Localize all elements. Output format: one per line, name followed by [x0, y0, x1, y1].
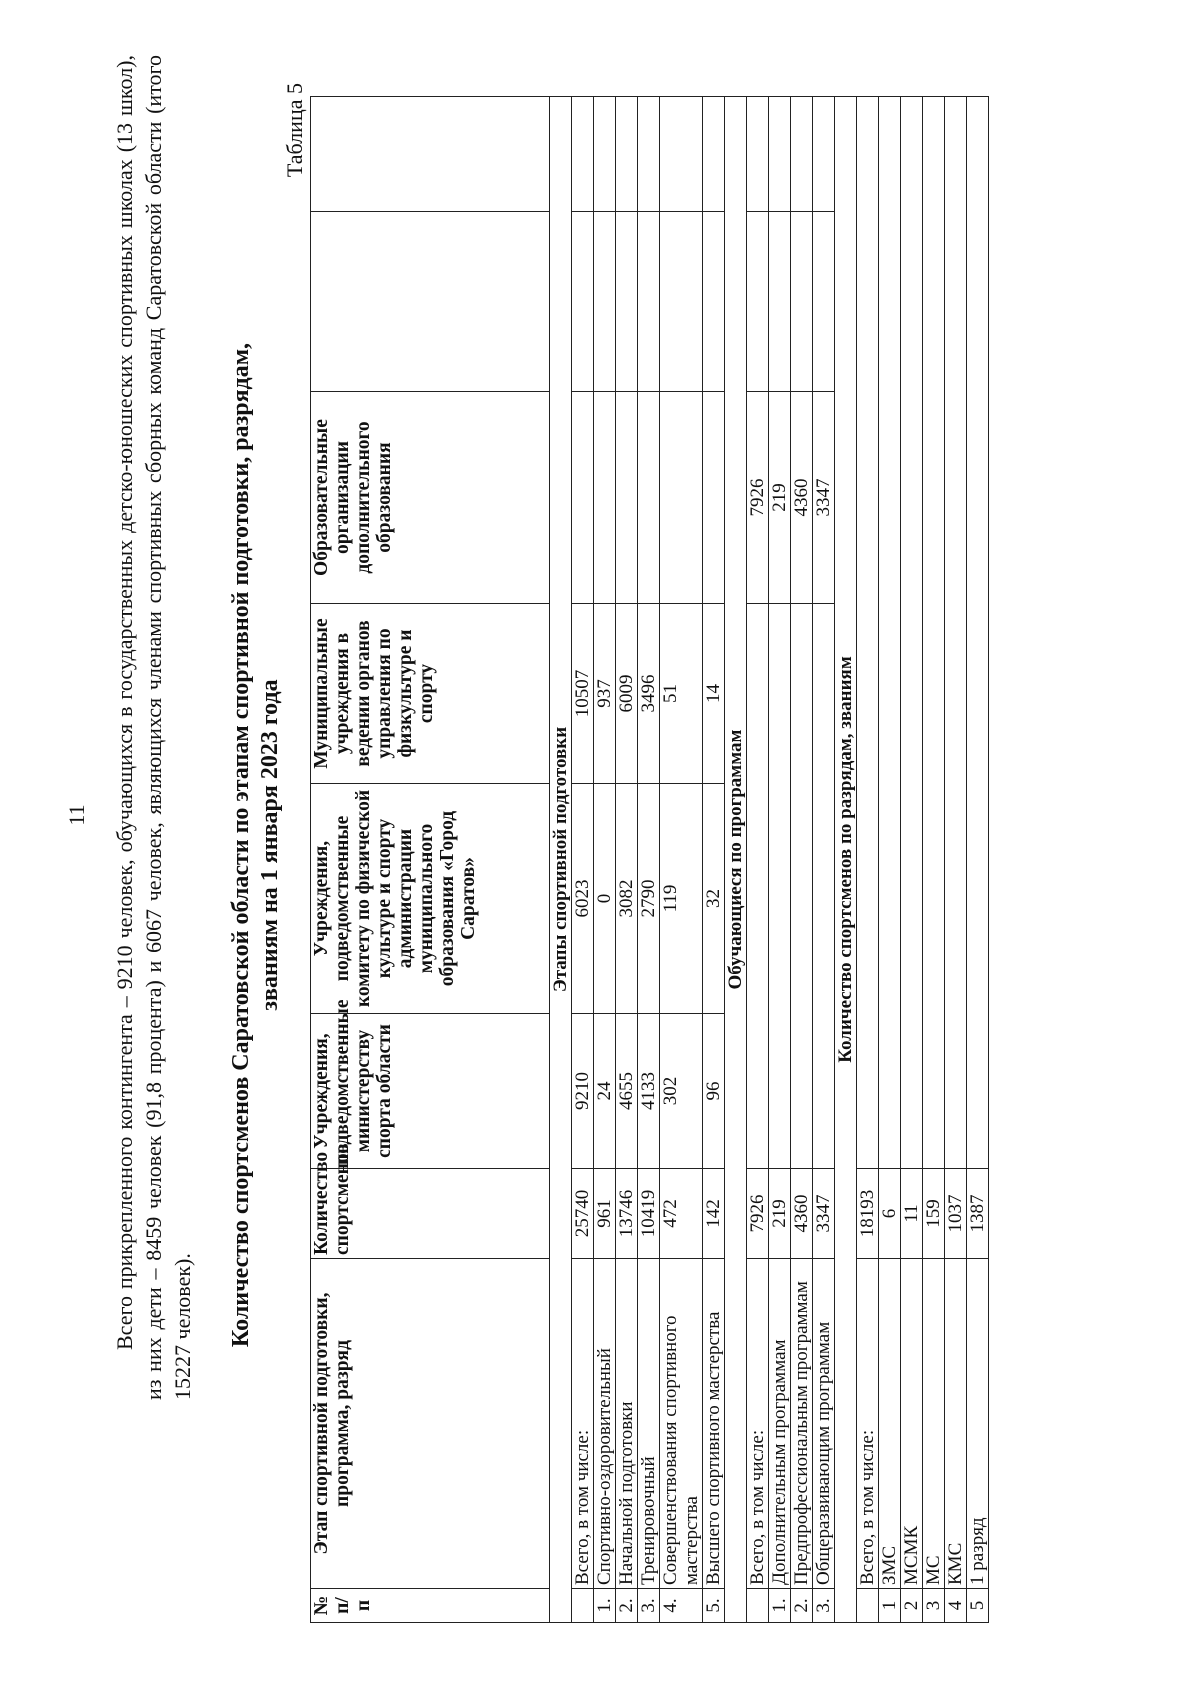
row-municipal: 937 [594, 604, 616, 784]
row-num: 2 [901, 1589, 923, 1623]
row-committee: 0 [594, 784, 616, 1014]
row-count: 18193 [857, 1169, 879, 1259]
table-row [791, 97, 813, 1623]
section-row [550, 97, 572, 1623]
row-num [857, 1589, 879, 1623]
row-name: Всего, в том числе: [572, 1259, 594, 1589]
row-name: Спортивно-оздоровительный [594, 1259, 616, 1589]
row-ministry: 302 [660, 1014, 703, 1169]
row-ministry: 24 [594, 1014, 616, 1169]
row-num: 1 [879, 1589, 901, 1623]
table-row [616, 97, 638, 1623]
merged-empty-cell [879, 97, 901, 1169]
rotated-page [52, 55, 1132, 1625]
empty-cell [616, 97, 638, 212]
page-number: 11 [64, 804, 89, 826]
table-row [747, 97, 769, 1623]
empty-cell [703, 212, 725, 392]
row-name: 1 разряд [967, 1259, 989, 1589]
empty-cell [769, 212, 791, 392]
row-num: 1. [594, 1589, 616, 1623]
row-count: 1387 [967, 1169, 989, 1259]
row-name: ЗМС [879, 1259, 901, 1589]
section-programs: Обучающиеся по программам [725, 97, 747, 1623]
table-row [703, 97, 725, 1623]
row-name: МСМК [901, 1259, 923, 1589]
row-education: 4360 [791, 392, 813, 604]
empty-cell [594, 212, 616, 392]
row-count: 11 [901, 1169, 923, 1259]
empty-cell [638, 212, 660, 392]
row-name: Дополнительным программам [769, 1259, 791, 1589]
row-count: 472 [660, 1169, 703, 1259]
empty-cell [747, 97, 769, 212]
merged-empty-cell [791, 604, 813, 1169]
table-row [945, 97, 967, 1623]
row-num: 3 [923, 1589, 945, 1623]
section-row [835, 97, 857, 1623]
row-num: 2. [791, 1589, 813, 1623]
athletes-table [310, 96, 989, 1623]
merged-empty-cell [769, 604, 791, 1169]
table-row [923, 97, 945, 1623]
merged-empty-cell [857, 97, 879, 1169]
row-education [638, 392, 660, 604]
row-ministry: 4655 [616, 1014, 638, 1169]
row-education [594, 392, 616, 604]
row-num: 2. [616, 1589, 638, 1623]
empty-cell [572, 97, 594, 212]
row-count: 961 [594, 1169, 616, 1259]
row-count: 219 [769, 1169, 791, 1259]
row-num: 5 [967, 1589, 989, 1623]
table-label: Таблица 5 [282, 83, 307, 178]
section-row [725, 97, 747, 1623]
row-count: 142 [703, 1169, 725, 1259]
row-num: 4 [945, 1589, 967, 1623]
empty-cell [813, 212, 835, 392]
col-stage-header: Этап спортивной подготовки, программа, разряд [311, 1259, 550, 1589]
row-num: 3. [638, 1589, 660, 1623]
empty-cell [638, 97, 660, 212]
row-municipal: 14 [703, 604, 725, 784]
row-count: 3347 [813, 1169, 835, 1259]
merged-empty-cell [967, 97, 989, 1169]
row-ministry: 96 [703, 1014, 725, 1169]
merged-empty-cell [923, 97, 945, 1169]
empty-cell [791, 212, 813, 392]
table-row [594, 97, 616, 1623]
row-name: Совершенствования спортивного мастерства [660, 1259, 703, 1589]
row-count: 10419 [638, 1169, 660, 1259]
table-row [572, 97, 594, 1623]
empty-header-cell [311, 97, 550, 212]
empty-header-cell [311, 212, 550, 392]
row-education [616, 392, 638, 604]
empty-cell [769, 97, 791, 212]
row-committee: 3082 [616, 784, 638, 1014]
table-row [967, 97, 989, 1623]
row-education [703, 392, 725, 604]
row-municipal: 6009 [616, 604, 638, 784]
row-education [572, 392, 594, 604]
row-count: 4360 [791, 1169, 813, 1259]
merged-empty-cell [945, 97, 967, 1169]
row-name: Начальной подготовки [616, 1259, 638, 1589]
intro-paragraph [110, 55, 197, 1400]
section-stages: Этапы спортивной подготовки [550, 97, 572, 1623]
col-municipal-header: Муниципальные учреждения в ведении органов управления по физкультуре и спорту [311, 604, 550, 784]
table-row [901, 97, 923, 1623]
empty-cell [791, 97, 813, 212]
row-num: 5. [703, 1589, 725, 1623]
row-municipal: 10507 [572, 604, 594, 784]
table-row [660, 97, 703, 1623]
row-committee: 32 [703, 784, 725, 1014]
row-education: 7926 [747, 392, 769, 604]
empty-cell [660, 97, 703, 212]
row-name: Всего, в том числе: [857, 1259, 879, 1589]
row-count: 7926 [747, 1169, 769, 1259]
row-num: 1. [769, 1589, 791, 1623]
row-num [747, 1589, 769, 1623]
empty-cell [813, 97, 835, 212]
col-education-header: Образовательные организации дополнительного образования [311, 392, 550, 604]
row-name: Тренировочный [638, 1259, 660, 1589]
row-count: 159 [923, 1169, 945, 1259]
table-header-row [311, 97, 550, 1623]
empty-cell [594, 97, 616, 212]
row-committee: 6023 [572, 784, 594, 1014]
empty-cell [660, 212, 703, 392]
row-ministry: 4133 [638, 1014, 660, 1169]
row-municipal: 3496 [638, 604, 660, 784]
row-name: КМС [945, 1259, 967, 1589]
intro-text: Всего прикрепленного контингента – 9210 человек, обучающихся в государственных детско-юношеских спортивных школах (13 школ), из них дети – 8459 человек (91,8 процента) и 6067 человек, являющихся членами спортивных сборных команд Саратовской области (итого 15227 человек). [112, 55, 195, 1400]
table-row [769, 97, 791, 1623]
col-count-header: Количество спортсменов [311, 1169, 550, 1259]
row-num: 3. [813, 1589, 835, 1623]
row-count: 13746 [616, 1169, 638, 1259]
table-row [638, 97, 660, 1623]
row-count: 25740 [572, 1169, 594, 1259]
merged-empty-cell [813, 604, 835, 1169]
merged-empty-cell [747, 604, 769, 1169]
row-education: 219 [769, 392, 791, 604]
empty-cell [572, 212, 594, 392]
row-count: 1037 [945, 1169, 967, 1259]
col-num-header: № п/п [311, 1589, 550, 1623]
row-ministry: 9210 [572, 1014, 594, 1169]
row-name: Общеразвивающим программам [813, 1259, 835, 1589]
row-education [660, 392, 703, 604]
empty-cell [616, 212, 638, 392]
empty-cell [747, 212, 769, 392]
row-num [572, 1589, 594, 1623]
row-name: Высшего спортивного мастерства [703, 1259, 725, 1589]
col-ministry-header: Учреждения, подведомственные министерству спорта области [311, 1014, 550, 1169]
row-num: 4. [660, 1589, 703, 1623]
section-ranks: Количество спортсменов по разрядам, званиям [835, 97, 857, 1623]
row-count: 6 [879, 1169, 901, 1259]
row-municipal: 51 [660, 604, 703, 784]
row-name: Предпрофессиональным программам [791, 1259, 813, 1589]
merged-empty-cell [901, 97, 923, 1169]
table-row [879, 97, 901, 1623]
col-committee-header: Учреждения, подведомственные комитету по физической культуре и спорту администрации муниципального образования «Город Саратов» [311, 784, 550, 1014]
row-committee: 119 [660, 784, 703, 1014]
row-name: МС [923, 1259, 945, 1589]
table-row [813, 97, 835, 1623]
table-row [857, 97, 879, 1623]
row-education: 3347 [813, 392, 835, 604]
empty-cell [703, 97, 725, 212]
row-name: Всего, в том числе: [747, 1259, 769, 1589]
table-title: Количество спортсменов Саратовской области по этапам спортивной подготовки, разрядам, званиям на 1 января 2023 года [228, 342, 283, 1348]
row-committee: 2790 [638, 784, 660, 1014]
